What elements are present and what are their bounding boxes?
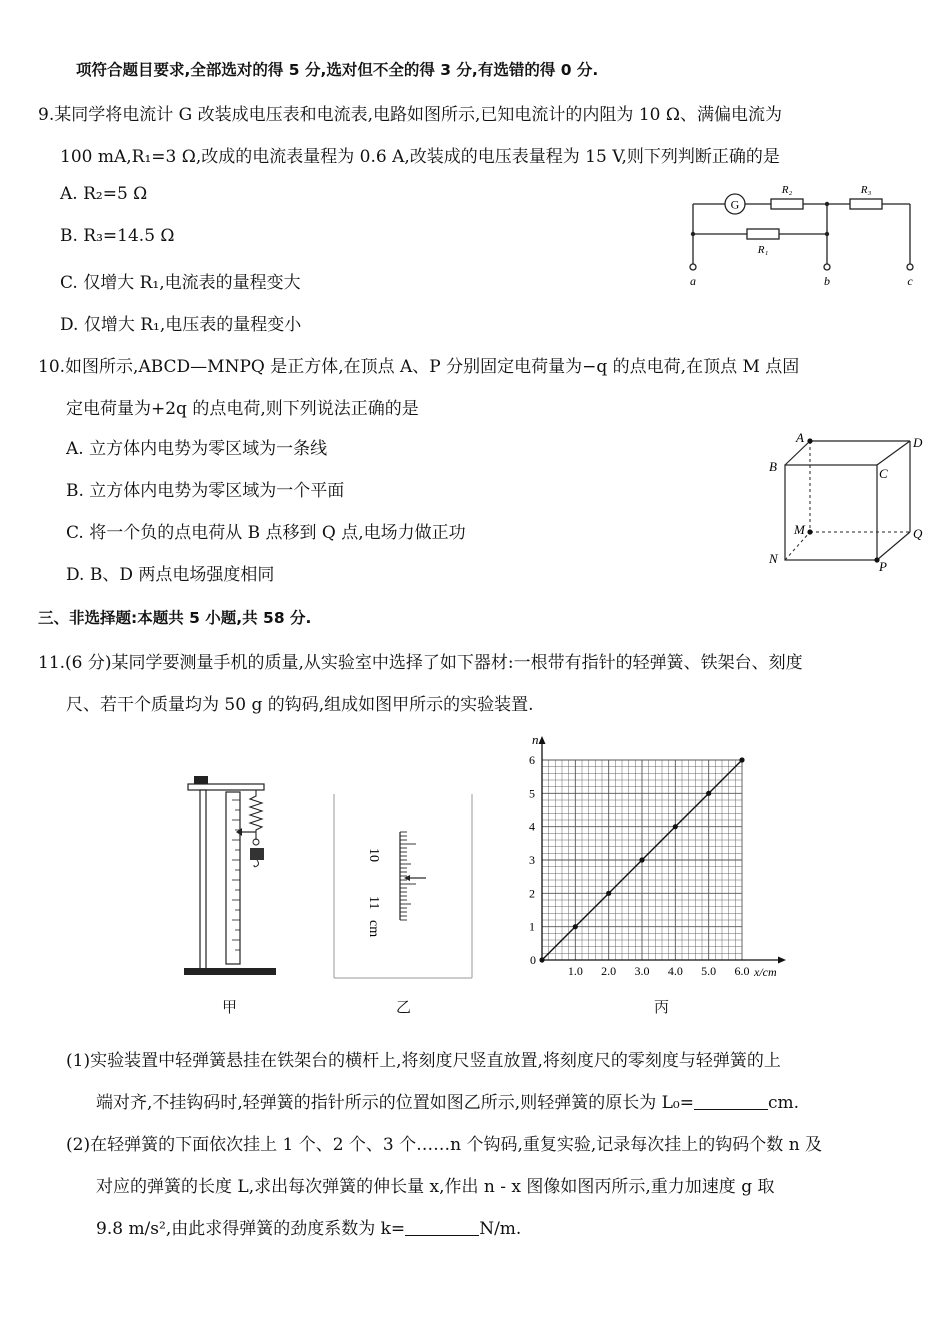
- r3-label: R₃: [860, 184, 872, 196]
- q9-stem-line1: 9.某同学将电流计 G 改装成电压表和电流表,电路如图所示,已知电流计的内阻为 10 Ω、满偏电流为: [38, 105, 782, 125]
- galvanometer-label: G: [730, 197, 740, 212]
- vertex-d: D: [913, 435, 923, 450]
- x-axis-arrow: [778, 957, 786, 964]
- q11-part2-line2: 对应的弹簧的长度 L,求出每次弹簧的伸长量 x,作出 n - x 图像如图丙所示,重力加速度 g 取: [96, 1177, 775, 1197]
- ruler-label-11: 11: [366, 896, 381, 910]
- q10-option-d: D. B、D 两点电场强度相同: [66, 565, 275, 585]
- chart-data-point: [606, 891, 611, 896]
- caption-bing: 丙: [654, 998, 670, 1016]
- q10-option-c: C. 将一个负的点电荷从 B 点移到 Q 点,电场力做正功: [66, 523, 466, 543]
- q10-option-b: B. 立方体内电势为零区域为一个平面: [66, 481, 345, 501]
- y-tick-label: 3: [529, 853, 535, 867]
- q9-option-c: C. 仅增大 R₁,电流表的量程变大: [60, 273, 301, 293]
- q9-option-b: B. R₃=14.5 Ω: [60, 226, 175, 246]
- terminal-a: a: [690, 274, 696, 288]
- chart-x-axis-label: x/cm: [754, 965, 777, 979]
- chart-data-point: [673, 824, 678, 829]
- q11-part2-line3: [96, 1214, 521, 1239]
- vertex-m: M: [794, 522, 805, 537]
- q11-part1-unit: cm.: [767, 1093, 800, 1113]
- x-tick-label: 3.0: [634, 964, 650, 978]
- cube-diagram: [765, 430, 925, 572]
- y-tick-label: 5: [529, 786, 535, 801]
- q9-option-d: D. 仅增大 R₁,电压表的量程变小: [60, 315, 302, 335]
- circuit-diagram: [685, 178, 917, 288]
- q11-stem-line1: 11.(6 分)某同学要测量手机的质量,从实验室中选择了如下器材:一根带有指针的轻弹簧、铁架台、刻度: [38, 653, 803, 673]
- ruler-label-10: 10: [366, 848, 381, 862]
- x-tick-label: 2.0: [601, 964, 617, 978]
- r1-label: R₁: [757, 244, 769, 256]
- y-tick-label: 1: [529, 919, 535, 934]
- x-tick-label: 5.0: [701, 964, 717, 978]
- terminal-b: b: [824, 274, 830, 288]
- chart-y-axis-label: n: [532, 732, 539, 747]
- caption-yi: 乙: [396, 998, 412, 1016]
- answer-blank-l0[interactable]: [694, 1093, 768, 1110]
- q11-part2-unit: N/m.: [479, 1219, 522, 1239]
- hook-weight: [250, 848, 264, 860]
- caption-jia: 甲: [222, 998, 238, 1016]
- instruction-line: 项符合题目要求,全部选对的得 5 分,选对但不全的得 3 分,有选错的得 0 分.: [76, 61, 599, 79]
- chart-data-point: [706, 791, 711, 796]
- vertex-q: Q: [913, 526, 923, 541]
- spring-apparatus-figure: [180, 770, 280, 980]
- q11-part1-line2: [96, 1088, 799, 1113]
- q9-option-a: A. R₂=5 Ω: [60, 184, 148, 204]
- y-tick-label: 4: [529, 819, 535, 834]
- q11-part1-line1: (1)实验装置中轻弹簧悬挂在铁架台的横杆上,将刻度尺竖直放置,将刻度尺的零刻度与轻弹簧的上: [66, 1051, 781, 1071]
- vertex-b: B: [769, 459, 777, 474]
- q11-part2-line1: (2)在轻弹簧的下面依次挂上 1 个、2 个、3 个……n 个钩码,重复实验,记录每次挂上的钩码个数 n 及: [66, 1135, 823, 1155]
- chart-data-point: [539, 957, 544, 962]
- q10-option-a: A. 立方体内电势为零区域为一条线: [66, 439, 328, 459]
- q9-stem-line2: 100 mA,R₁=3 Ω,改成的电流表量程为 0.6 A,改装成的电压表量程为 15 V,则下列判断正确的是: [60, 147, 780, 167]
- chart-origin-label: 0: [530, 953, 536, 967]
- vertex-p: P: [879, 559, 887, 572]
- x-tick-label: 4.0: [667, 964, 683, 978]
- ruler-unit: cm: [366, 920, 381, 938]
- q11-stem-line2: 尺、若干个质量均为 50 g 的钩码,组成如图甲所示的实验装置.: [66, 695, 534, 715]
- y-tick-label: 2: [529, 886, 535, 901]
- chart-data-point: [739, 757, 744, 762]
- vertex-a: A: [796, 430, 804, 445]
- terminal-c: c: [907, 274, 913, 288]
- q11-part2-text: 9.8 m/s²,由此求得弹簧的劲度系数为 k=: [96, 1219, 406, 1239]
- chart-data-point: [639, 857, 644, 862]
- q11-part1-text: 端对齐,不挂钩码时,轻弹簧的指针所示的位置如图乙所示,则轻弹簧的原长为 L₀=: [96, 1093, 694, 1113]
- r2-label: R₂: [781, 184, 793, 196]
- q10-stem-line1: 10.如图所示,ABCD—MNPQ 是正方体,在顶点 A、P 分别固定电荷量为−q 的点电荷,在顶点 M 点固: [38, 357, 800, 377]
- vertex-n: N: [769, 551, 778, 566]
- section-heading: 三、非选择题:本题共 5 小题,共 58 分.: [38, 609, 312, 627]
- q10-stem-line2: 定电荷量为+2q 的点电荷,则下列说法正确的是: [66, 399, 419, 419]
- vertex-c: C: [879, 466, 888, 481]
- chart-data-point: [573, 924, 578, 929]
- y-axis-arrow: [539, 736, 546, 744]
- x-tick-label: 6.0: [734, 964, 750, 978]
- answer-blank-k[interactable]: [405, 1219, 479, 1236]
- x-tick-label: 1.0: [567, 964, 583, 978]
- y-tick-label: 6: [529, 753, 535, 767]
- n-x-chart: [520, 728, 810, 988]
- ruler-closeup-figure: [330, 790, 475, 980]
